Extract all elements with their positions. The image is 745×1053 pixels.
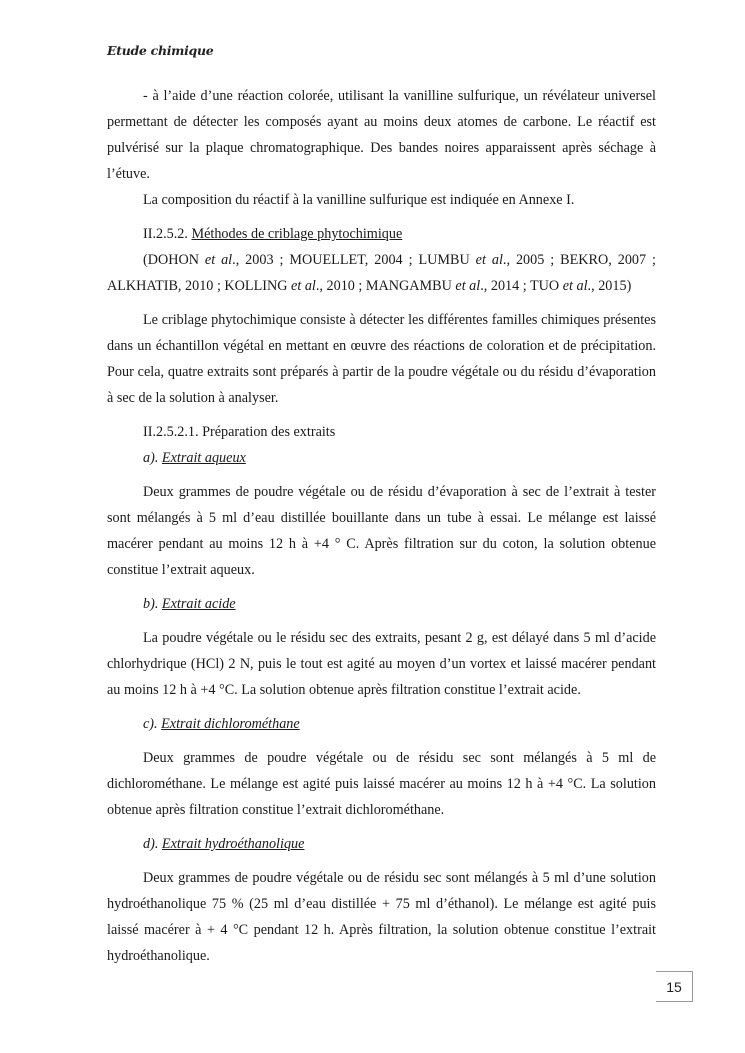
- paragraph-reactif: - à l’aide d’une réaction colorée, utilisant la vanilline sulfurique, un révélateur universel permettant de détecter les composés ayant au moins deux atomes de carbone. Le réactif est pulvérisé sur la plaque chromatographique. Des bandes noires apparaissent après séchage à l’étuve.: [107, 88, 656, 182]
- subheading-extrait-hydroethanolique: d). Extrait hydroéthanolique: [143, 836, 305, 852]
- section-title: Méthodes de criblage phytochimique: [191, 226, 403, 242]
- paragraph-annexe: La composition du réactif à la vanilline sulfurique est indiquée en Annexe I.: [143, 192, 575, 208]
- paragraph-extrait-aqueux: Deux grammes de poudre végétale ou de résidu d’évaporation à sec de l’extrait à tester sont mélangés à 5 ml d’eau distillée bouillante dans un tube à essai. Le mélange est laissé macérer pendant au moins 12 h à +4 ° C. Après filtration sur du coton, la solution obtenue constitue l’extrait aqueux.: [107, 484, 656, 578]
- page-number: 15: [656, 971, 693, 1002]
- paragraph-extrait-dichloromethane: Deux grammes de poudre végétale ou de résidu sec sont mélangés à 5 ml de dichlorométhane. Le mélange est agité puis laissé macérer au moins 12 h à +4 °C. La solution obtenue après filtration constitue l’extrait dichlorométhane.: [107, 750, 656, 818]
- section-number: II.2.5.2.: [143, 226, 188, 242]
- paragraph-criblage: Le criblage phytochimique consiste à détecter les différentes familles chimiques présentes dans un échantillon végétal en mettant en œuvre des réactions de coloration et de précipitation. Pour cela, quatre extraits sont préparés à partir de la poudre végétale ou du résidu d’évaporation à sec de la solution à analyser.: [107, 312, 656, 406]
- paragraph-extrait-hydroethanolique: Deux grammes de poudre végétale ou de résidu sec sont mélangés à 5 ml d’une solution hydroéthanolique 75 % (25 ml d’eau distillée + 75 ml d’éthanol). Le mélange est agité puis laissé macérer à + 4 °C pendant 12 h. Après filtration, la solution obtenue constitue l’extrait hydroéthanolique.: [107, 870, 656, 964]
- section-heading-preparation: II.2.5.2.1. Préparation des extraits: [143, 424, 336, 440]
- page-body: [107, 83, 656, 969]
- references: (DOHON et al., 2003 ; MOUELLET, 2004 ; LUMBU et al., 2005 ; BEKRO, 2007 ; ALKHATIB, 2010 ; KOLLING et al., 2010 ; MANGAMBU et al., 2014 ; TUO et al., 2015): [107, 252, 656, 294]
- section-heading-criblage: [107, 221, 656, 247]
- running-header: Etude chimique: [107, 43, 214, 58]
- subheading-extrait-aqueux: a). Extrait aqueux: [143, 450, 246, 466]
- subheading-extrait-acide: b). Extrait acide: [143, 596, 236, 612]
- paragraph-extrait-acide: La poudre végétale ou le résidu sec des extraits, pesant 2 g, est délayé dans 5 ml d’acide chlorhydrique (HCl) 2 N, puis le tout est agité au moyen d’un vortex et laissé macérer pendant au moins 12 h à +4 °C. La solution obtenue après filtration constitue l’extrait acide.: [107, 630, 656, 698]
- subheading-extrait-dichloromethane: c). Extrait dichlorométhane: [143, 716, 300, 732]
